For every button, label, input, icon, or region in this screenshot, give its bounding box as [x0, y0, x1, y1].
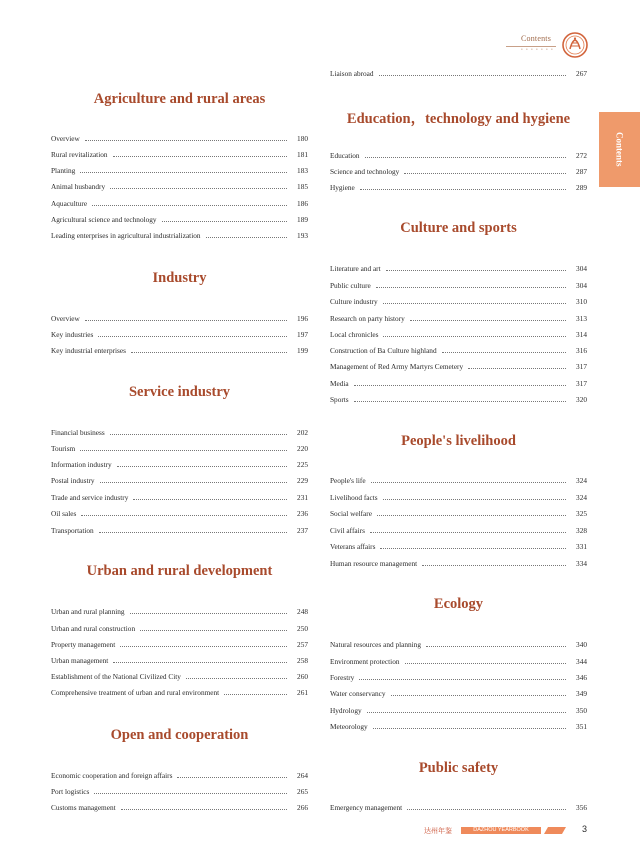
toc-entry[interactable] [330, 261, 587, 273]
entry-label: Science and technology [330, 167, 400, 176]
dot-leader [133, 498, 287, 500]
entry-page: 304 [576, 264, 587, 273]
section-title-education: Education，technology and hygiene [346, 111, 571, 127]
dot-leader [359, 678, 566, 680]
toc-entry[interactable] [330, 506, 587, 518]
entry-page: 350 [576, 706, 587, 715]
entry-page: 180 [297, 134, 308, 143]
dot-leader [371, 481, 566, 483]
toc-entry[interactable] [51, 490, 308, 502]
dot-leader [391, 694, 566, 696]
toc-entry[interactable] [330, 294, 587, 306]
toc-entry[interactable] [330, 311, 587, 323]
entry-label: Urban and rural construction [51, 624, 136, 633]
toc-entry[interactable] [330, 376, 587, 388]
entry-label: Animal husbandry [51, 182, 106, 191]
entry-page: 225 [297, 460, 308, 469]
entry-page: 310 [576, 297, 587, 306]
dot-leader [383, 498, 566, 500]
toc-entry[interactable] [330, 490, 587, 502]
section-title-public-safety: Public safety [418, 760, 499, 776]
entry-page: 317 [576, 362, 587, 371]
header-title: Contents [521, 34, 552, 43]
toc-entry[interactable] [51, 457, 308, 469]
toc-entry[interactable] [51, 506, 308, 518]
entry-page: 314 [576, 330, 587, 339]
dot-leader [376, 286, 566, 288]
toc-entry[interactable] [330, 66, 587, 78]
dot-leader [113, 155, 287, 157]
entry-label: Human resource management [330, 559, 418, 568]
entry-page: 320 [576, 395, 587, 404]
dot-leader [130, 612, 287, 614]
entry-page: 266 [297, 803, 308, 812]
dot-leader [367, 711, 566, 713]
dot-leader [80, 449, 287, 451]
dot-leader [206, 236, 287, 238]
entry-label: Construction of Ba Culture highland [330, 346, 437, 355]
toc-entry[interactable] [51, 604, 308, 616]
entry-page: 267 [576, 69, 587, 78]
toc-entry[interactable] [51, 228, 308, 240]
dot-leader [380, 547, 566, 549]
entry-page: 189 [297, 215, 308, 224]
entry-page: 334 [576, 559, 587, 568]
entry-page: 229 [297, 476, 308, 485]
entry-label: Research on party history [330, 314, 405, 323]
entry-page: 181 [297, 150, 308, 159]
toc-entry[interactable] [51, 343, 308, 355]
entry-label: Environment protection [330, 657, 400, 666]
dot-leader [85, 319, 287, 321]
dot-leader [405, 662, 566, 664]
entry-label: Management of Red Army Martyrs Cemetery [330, 362, 464, 371]
dot-leader [404, 172, 566, 174]
entry-page: 265 [297, 787, 308, 796]
entry-page: 331 [576, 542, 587, 551]
dot-leader [379, 74, 566, 76]
entry-page: 340 [576, 640, 587, 649]
entry-page: 324 [576, 493, 587, 502]
toc-entry[interactable] [51, 768, 308, 780]
entry-label: Literature and art [330, 264, 381, 273]
entry-page: 183 [297, 166, 308, 175]
entry-label: Property management [51, 640, 116, 649]
dot-leader [131, 351, 287, 353]
entry-page: 202 [297, 428, 308, 437]
toc-entry[interactable] [51, 685, 308, 697]
entry-label: Overview [51, 314, 80, 323]
entry-page: 220 [297, 444, 308, 453]
toc-entry[interactable] [330, 523, 587, 535]
entry-label: Planting [51, 166, 76, 175]
toc-entry[interactable] [51, 179, 308, 191]
entry-label: Customs management [51, 803, 116, 812]
entry-label: Overview [51, 134, 80, 143]
toc-entry[interactable] [51, 637, 308, 649]
entry-label: Urban management [51, 656, 109, 665]
entry-label: Local chronicles [330, 330, 379, 339]
dot-leader [354, 400, 566, 402]
toc-entry[interactable] [51, 311, 308, 323]
entry-page: 237 [297, 526, 308, 535]
section-title-culture-sports: Culture and sports [400, 220, 517, 236]
dot-leader [422, 564, 566, 566]
dot-leader [186, 677, 287, 679]
toc-entry[interactable] [330, 148, 587, 160]
dot-leader [410, 319, 566, 321]
toc-right-column [330, 0, 587, 841]
dot-leader [121, 808, 287, 810]
entry-page: 250 [297, 624, 308, 633]
section-title-urban-rural-development: Urban and rural development [86, 563, 273, 579]
entry-label: Hydrology [330, 706, 362, 715]
toc-entry[interactable] [51, 669, 308, 681]
section-title-agriculture: Agriculture and rural areas [93, 91, 266, 107]
entry-label: People's life [330, 476, 366, 485]
entry-page: 346 [576, 673, 587, 682]
toc-entry[interactable] [330, 719, 587, 731]
toc-entry[interactable] [330, 180, 587, 192]
dot-leader [442, 351, 566, 353]
toc-entry[interactable] [330, 392, 587, 404]
dot-leader [99, 531, 287, 533]
dot-leader [383, 302, 566, 304]
entry-label: Civil affairs [330, 526, 365, 535]
entry-label: Port logistics [51, 787, 90, 796]
dot-leader [100, 481, 287, 483]
entry-label: Financial business [51, 428, 105, 437]
entry-page: 186 [297, 199, 308, 208]
toc-entry[interactable] [330, 654, 587, 666]
toc-entry[interactable] [51, 523, 308, 535]
entry-page: 289 [576, 183, 587, 192]
entry-label: Urban and rural planning [51, 607, 125, 616]
entry-page: 236 [297, 509, 308, 518]
toc-entry[interactable] [330, 343, 587, 355]
entry-page: 231 [297, 493, 308, 502]
entry-page: 199 [297, 346, 308, 355]
entry-label: Postal industry [51, 476, 95, 485]
side-tab-label: Contents [614, 132, 625, 167]
footer-yearbook-en: DAZHOU YEARBOOK [461, 827, 541, 834]
entry-page: 197 [297, 330, 308, 339]
toc-entry[interactable] [330, 800, 587, 812]
entry-page: 248 [297, 607, 308, 616]
dot-leader [370, 531, 566, 533]
dot-leader [373, 727, 566, 729]
toc-entry[interactable] [330, 670, 587, 682]
entry-label: Leading enterprises in agricultural industrialization [51, 231, 201, 240]
toc-left-column [51, 0, 308, 841]
section-title-open-cooperation: Open and cooperation [110, 727, 249, 743]
toc-entry[interactable] [330, 164, 587, 176]
entry-label: Information industry [51, 460, 112, 469]
entry-label: Economic cooperation and foreign affairs [51, 771, 173, 780]
entry-label: Media [330, 379, 349, 388]
entry-page: 349 [576, 689, 587, 698]
entry-label: Public culture [330, 281, 371, 290]
dot-leader [377, 514, 566, 516]
dot-leader [140, 629, 287, 631]
toc-entry[interactable] [51, 800, 308, 812]
toc-entry[interactable] [51, 212, 308, 224]
section-title-industry: Industry [152, 270, 207, 286]
entry-page: 264 [297, 771, 308, 780]
entry-label: Transportation [51, 526, 94, 535]
entry-page: 328 [576, 526, 587, 535]
dot-leader [407, 808, 566, 810]
entry-label: Emergency management [330, 803, 403, 812]
entry-label: Water conservancy [330, 689, 386, 698]
section-title-peoples-livelihood: People's livelihood [401, 433, 516, 449]
entry-label: Livelihood facts [330, 493, 378, 502]
dot-leader [120, 645, 287, 647]
dot-leader [117, 465, 287, 467]
toc-entry[interactable] [51, 131, 308, 143]
entry-page: 316 [576, 346, 587, 355]
toc-entry[interactable] [51, 473, 308, 485]
entry-page: 258 [297, 656, 308, 665]
toc-entry[interactable] [330, 359, 587, 371]
toc-entry[interactable] [330, 703, 587, 715]
dot-leader [383, 335, 566, 337]
section-title-service-industry: Service industry [128, 384, 231, 400]
toc-entry[interactable] [51, 327, 308, 339]
entry-label: Key industrial enterprises [51, 346, 126, 355]
dot-leader [354, 384, 566, 386]
entry-page: 272 [576, 151, 587, 160]
dot-leader [360, 188, 566, 190]
entry-label: Tourism [51, 444, 76, 453]
toc-entry[interactable] [51, 425, 308, 437]
entry-label: Social welfare [330, 509, 372, 518]
entry-page: 304 [576, 281, 587, 290]
toc-entry[interactable] [330, 327, 587, 339]
entry-label: Sports [330, 395, 349, 404]
toc-entry[interactable] [330, 278, 587, 290]
dot-leader [468, 367, 566, 369]
dot-leader [224, 693, 287, 695]
dot-leader [85, 139, 287, 141]
dot-leader [162, 220, 287, 222]
toc-entry[interactable] [51, 653, 308, 665]
entry-page: 196 [297, 314, 308, 323]
dot-leader [426, 645, 566, 647]
dot-leader [386, 269, 566, 271]
toc-entry[interactable] [330, 556, 587, 568]
entry-label: Agricultural science and technology [51, 215, 157, 224]
entry-page: 261 [297, 688, 308, 697]
entry-label: Trade and service industry [51, 493, 129, 502]
entry-page: 260 [297, 672, 308, 681]
entry-label: Forestry [330, 673, 355, 682]
entry-label: Culture industry [330, 297, 378, 306]
dot-leader [365, 156, 566, 158]
dot-leader [113, 661, 287, 663]
toc-entry[interactable] [51, 441, 308, 453]
entry-label: Oil sales [51, 509, 77, 518]
entry-label: Comprehensive treatment of urban and rural environment [51, 688, 220, 697]
dot-leader [81, 514, 287, 516]
entry-page: 351 [576, 722, 587, 731]
entry-page: 344 [576, 657, 587, 666]
entry-page: 287 [576, 167, 587, 176]
toc-entry[interactable] [330, 539, 587, 551]
entry-label: Natural resources and planning [330, 640, 421, 649]
entry-label: Aquaculture [51, 199, 88, 208]
entry-page: 193 [297, 231, 308, 240]
dot-leader [110, 187, 287, 189]
entry-page: 317 [576, 379, 587, 388]
dot-leader [110, 433, 287, 435]
dot-leader [177, 776, 287, 778]
entry-page: 257 [297, 640, 308, 649]
entry-label: Meteorology [330, 722, 368, 731]
toc-entry[interactable] [330, 473, 587, 485]
page-number: 3 [582, 824, 588, 834]
dot-leader [98, 335, 287, 337]
entry-page: 185 [297, 182, 308, 191]
entry-label: Rural revitalization [51, 150, 108, 159]
dot-leader [92, 204, 287, 206]
toc-entry[interactable] [51, 147, 308, 159]
entry-page: 324 [576, 476, 587, 485]
entry-label: Key industries [51, 330, 94, 339]
toc-entry[interactable] [330, 637, 587, 649]
entry-page: 325 [576, 509, 587, 518]
footer-yearbook-cn: 达州年鉴 [424, 827, 452, 835]
entry-label: Liaison abroad [330, 69, 374, 78]
toc-entry[interactable] [51, 163, 308, 175]
entry-page: 356 [576, 803, 587, 812]
entry-label: Education [330, 151, 360, 160]
toc-entry[interactable] [51, 784, 308, 796]
toc-entry[interactable] [330, 686, 587, 698]
toc-entry[interactable] [51, 621, 308, 633]
contents-side-tab[interactable] [599, 112, 640, 187]
dot-leader [80, 171, 287, 173]
entry-label: Establishment of the National Civilized City [51, 672, 181, 681]
dot-leader [94, 792, 287, 794]
header-dots: • • • • • • • [521, 48, 554, 53]
toc-entry[interactable] [51, 196, 308, 208]
section-title-ecology: Ecology [433, 596, 484, 612]
entry-page: 313 [576, 314, 587, 323]
entry-label: Hygiene [330, 183, 355, 192]
entry-label: Veterans affairs [330, 542, 376, 551]
